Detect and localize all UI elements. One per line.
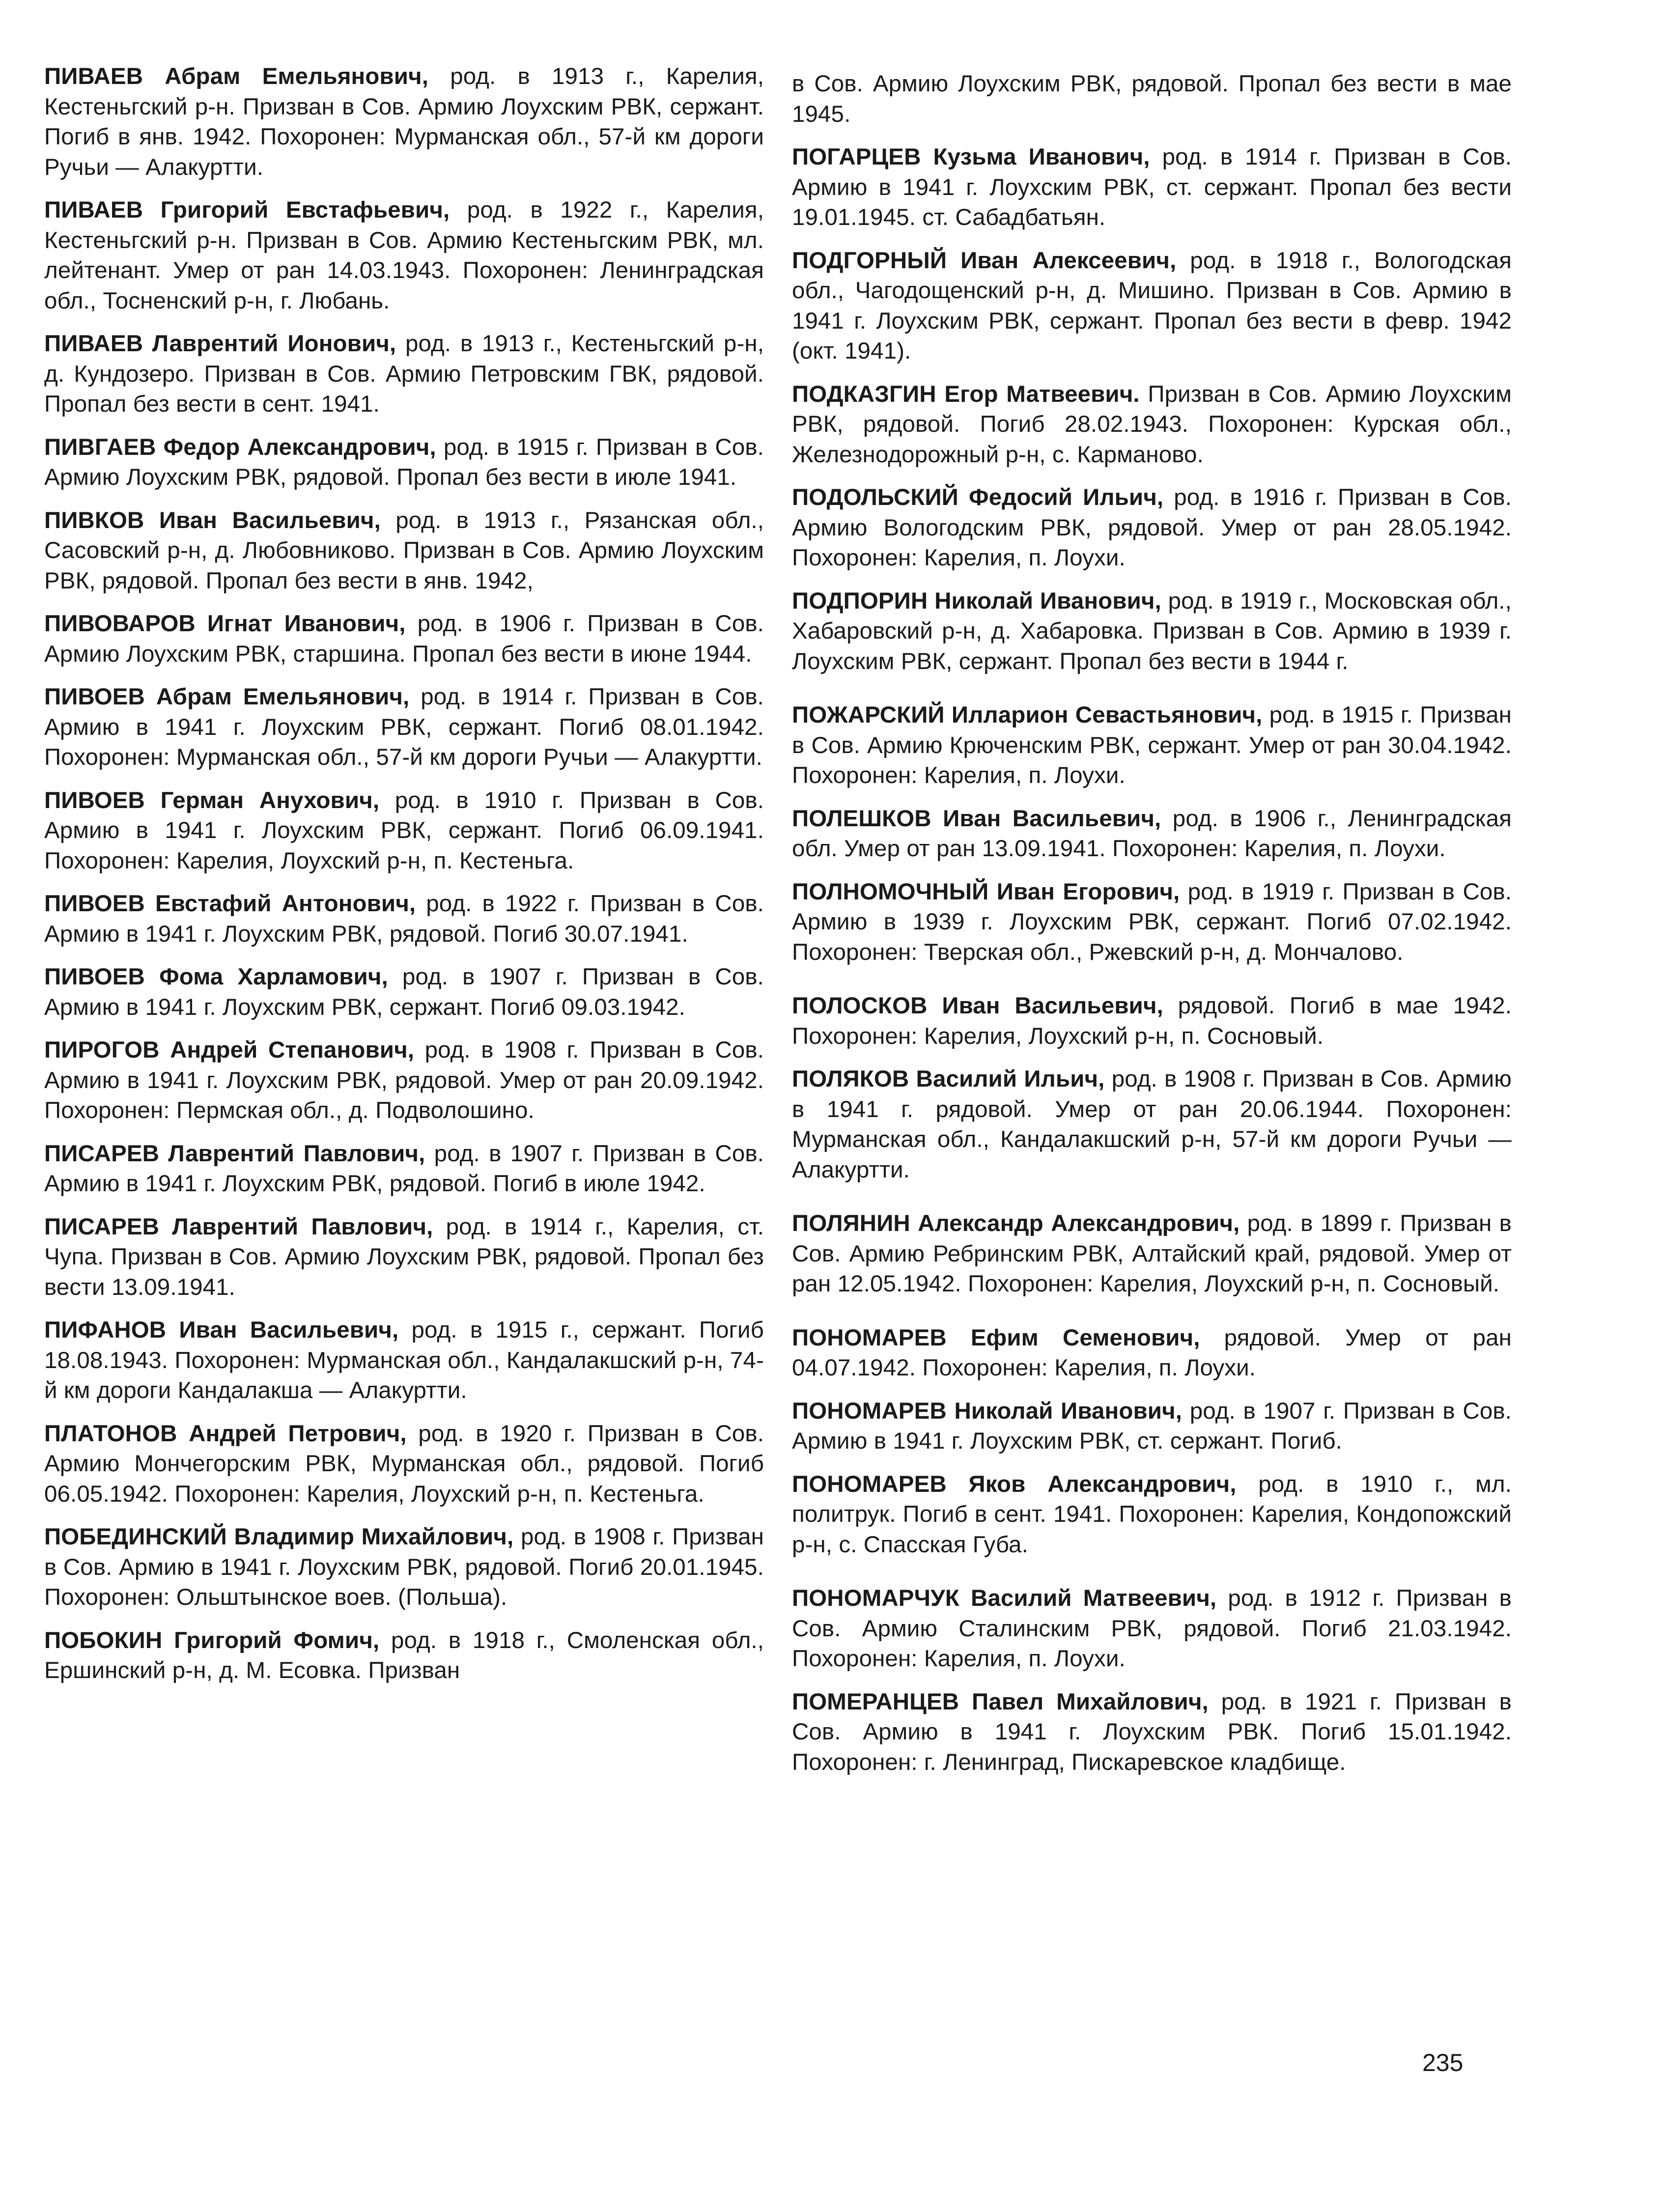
- entry-text: род. в 1915 г., сержант. Погиб 18.08.1943. Похоронен: Мурманская обл., Кандалакшский р-н, 74-й км дороги Кандалакша — Алакуртти.: [44, 1317, 764, 1403]
- entry-text: род. в 1918 г., Смоленская обл., Ершинский р-н, д. М. Есовка. Призван: [44, 1627, 764, 1683]
- entry-name: ПЛАТОНОВ Андрей Петрович,: [44, 1420, 407, 1447]
- entry-name: ПИВАЕВ Григорий Евстафьевич,: [44, 197, 450, 223]
- entry: [792, 991, 1512, 1051]
- entry-text: род. в 1922 г., Карелия, Кестеньгский р-н. Призван в Сов. Армию Кестеньгским РВК, мл. лейтенант. Умер от ран 14.03.1943. Похоронен: Ленинградская обл., Тосненский р-н, г. Любань.: [44, 197, 764, 314]
- entry: [792, 1396, 1512, 1456]
- entry-text: род. в 1914 г., Карелия, ст. Чупа. Призван в Сов. Армию Лоухским РВК, рядовой. Пропал без вести 13.09.1941.: [44, 1213, 764, 1300]
- entry-name: ПОБЕДИНСКИЙ Владимир Михайлович,: [44, 1524, 514, 1550]
- entry-name: ПОГАРЦЕВ Кузьма Иванович,: [792, 144, 1150, 170]
- entry: [792, 877, 1512, 968]
- entry: [792, 246, 1512, 366]
- entry-text: род. в 1921 г. Призван в Сов. Армию в 1941 г. Лоухским РВК. Погиб 15.01.1942. Похоронен: г. Ленинград, Пискаревское кладбище.: [792, 1688, 1512, 1775]
- entry-name: ПИВОЕВ Абрам Емельянович,: [44, 684, 410, 710]
- entry: [44, 1315, 764, 1406]
- entry: [792, 804, 1512, 864]
- right-column: [792, 69, 1512, 1790]
- entry-name: ПОНОМАРЧУК Василий Матвеевич,: [792, 1585, 1217, 1611]
- entry-name: ПОДПОРИН Николай Иванович,: [792, 588, 1161, 614]
- entry-name: ПИВОЕВ Евстафий Антонович,: [44, 891, 416, 917]
- entry-text: род. в 1908 г. Призван в Сов. Армию в 1941 г. Лоухским РВК, рядовой. Умер от ран 20.09.1942. Похоронен: Пермская обл., д. Подволошино.: [44, 1037, 764, 1123]
- entry-name: ПИВАЕВ Абрам Емельянович,: [44, 63, 428, 89]
- entry-text: род. в 1910 г., мл. политрук. Погиб в сент. 1941. Похоронен: Карелия, Кондопожский р-н, с. Спасская Губа.: [792, 1471, 1512, 1558]
- entry: [44, 1139, 764, 1199]
- entry: [792, 700, 1512, 791]
- entry-text: род. в 1908 г. Призван в Сов. Армию в 1941 г. рядовой. Умер от ран 20.06.1944. Похоронен: Мурманская обл., Кандалакшский р-н, 57-й км дороги Ручьи — Алакуртти.: [792, 1066, 1512, 1183]
- entry: [44, 889, 764, 949]
- entry-text: в Сов. Армию Лоухским РВК, рядовой. Пропал без вести в мае 1945.: [792, 71, 1512, 127]
- entry-text: род. в 1919 г., Московская обл., Хабаровский р-н, д. Хабаровка. Призван в Сов. Армию в 1939 г. Лоухским РВК, сержант. Пропал без вести в 1944 г.: [792, 588, 1512, 674]
- page-number: 235: [1422, 2049, 1464, 2076]
- entry-name: ПОЛНОМОЧНЫЙ Иван Егорович,: [792, 878, 1180, 905]
- entry-text: род. в 1914 г. Призван в Сов. Армию в 1941 г. Лоухским РВК, сержант. Погиб 08.01.1942. Похоронен: Мурманская обл., 57-й км дороги Ручьи — Алакуртти.: [44, 684, 764, 770]
- entry-name: ПОБОКИН Григорий Фомич,: [44, 1627, 380, 1653]
- entry: [792, 142, 1512, 233]
- entry: [792, 1323, 1512, 1383]
- left-column: [44, 61, 764, 1699]
- entry-name: ПОДГОРНЫЙ Иван Алексеевич,: [792, 247, 1177, 274]
- entry-text: род. в 1908 г. Призван в Сов. Армию в 1941 г. Лоухским РВК, рядовой. Погиб 20.01.1945. Похоронен: Ольштынское воев. (Польша).: [44, 1524, 764, 1610]
- entry-name: ПОЖАРСКИЙ Илларион Севастьянович,: [792, 702, 1263, 728]
- entry-text: род. в 1912 г. Призван в Сов. Армию Сталинским РВК, рядовой. Погиб 21.03.1942. Похоронен: Карелия, п. Лоухи.: [792, 1585, 1512, 1672]
- entry-name: ПОНОМАРЕВ Ефим Семенович,: [792, 1324, 1200, 1351]
- entry: [44, 432, 764, 493]
- entry-name: ПОДОЛЬСКИЙ Федосий Ильич,: [792, 484, 1164, 510]
- entry: [44, 1625, 764, 1686]
- entry-text: род. в 1906 г. Призван в Сов. Армию Лоухским РВК, старшина. Пропал без вести в июне 1944.: [44, 611, 764, 667]
- entry-name: ПИСАРЕВ Лаврентий Павлович,: [44, 1213, 433, 1240]
- entry-text: Призван в Сов. Армию Лоухским РВК, рядовой. Погиб 28.02.1943. Похоронен: Курская обл., Железнодорожный р-н, с. Карманово.: [792, 381, 1512, 468]
- entry-name: ПОНОМАРЕВ Николай Иванович,: [792, 1398, 1183, 1424]
- entry-text: род. в 1913 г., Рязанская обл., Сасовский р-н, д. Любовниково. Призван в Сов. Армию Лоухским РВК, рядовой. Пропал без вести в янв. 1942,: [44, 507, 764, 594]
- entry-text: род. в 1919 г. Призван в Сов. Армию в 1939 г. Лоухским РВК, сержант. Погиб 07.02.1942. Похоронен: Тверская обл., Ржевский р-н, д. Мончалово.: [792, 878, 1512, 965]
- entry-text: род. в 1913 г., Карелия, Кестеньгский р-н. Призван в Сов. Армию Лоухским РВК, сержант. Погиб в янв. 1942. Похоронен: Мурманская обл., 57-й км дороги Ручьи — Алакуртти.: [44, 63, 764, 180]
- entry-text: род. в 1920 г. Призван в Сов. Армию Мончегорским РВК, Мурманская обл., рядовой. Погиб 06.05.1942. Похоронен: Карелия, Лоухский р-н, п. Кестеньга.: [44, 1420, 764, 1507]
- entry-name: ПОЛЯКОВ Василий Ильич,: [792, 1066, 1105, 1092]
- entry: [792, 379, 1512, 470]
- entry-text: род. в 1915 г. Призван в Сов. Армию Лоухским РВК, рядовой. Пропал без вести в июле 1941.: [44, 434, 764, 490]
- entry-text: род. в 1906 г., Ленинградская обл. Умер от ран 13.09.1941. Похоронен: Карелия, п. Лоухи.: [792, 805, 1512, 862]
- entry: [792, 1064, 1512, 1185]
- entry-text: рядовой. Погиб в мае 1942. Похоронен: Карелия, Лоухский р-н, п. Сосновый.: [792, 993, 1512, 1049]
- entry-text: род. в 1918 г., Вологодская обл., Чагодощенский р-н, д. Мишино. Призван в Сов. Армию в 1941 г. Лоухским РВК, сержант. Пропал без вести в февр. 1942 (окт. 1941).: [792, 247, 1512, 364]
- entry: [44, 962, 764, 1022]
- entry-name: ПОДКАЗГИН Егор Матвеевич.: [792, 381, 1140, 407]
- entry-name: ПИВОЕВ Фома Харламович,: [44, 964, 388, 990]
- entry: [44, 785, 764, 876]
- entry: [44, 61, 764, 182]
- entry-text: род. в 1910 г. Призван в Сов. Армию в 1941 г. Лоухским РВК, сержант. Погиб 06.09.1941. Похоронен: Карелия, Лоухский р-н, п. Кестеньга.: [44, 787, 764, 874]
- entry: [792, 1208, 1512, 1299]
- entry: [44, 1419, 764, 1510]
- entry-text: род. в 1916 г. Призван в Сов. Армию Вологодским РВК, рядовой. Умер от ран 28.05.1942. Похоронен: Карелия, п. Лоухи.: [792, 484, 1512, 571]
- entry-text: род. в 1915 г. Призван в Сов. Армию Крюченским РВК, сержант. Умер от ран 30.04.1942. Похоронен: Карелия, п. Лоухи.: [792, 702, 1512, 788]
- entry: [44, 329, 764, 420]
- entry-text: род. в 1907 г. Призван в Сов. Армию в 1941 г. Лоухским РВК, сержант. Погиб 09.03.1942.: [44, 964, 764, 1020]
- entry-text: род. в 1913 г., Кестеньгский р-н, д. Кундозеро. Призван в Сов. Армию Петровским ГВК, рядовой. Пропал без вести в сент. 1941.: [44, 331, 764, 417]
- entry: [44, 195, 764, 316]
- entry-text: род. в 1907 г. Призван в Сов. Армию в 1941 г. Лоухским РВК, рядовой. Погиб в июле 1942.: [44, 1140, 764, 1197]
- entry-name: ПИРОГОВ Андрей Степанович,: [44, 1037, 415, 1063]
- entry-name: ПОЛОСКОВ Иван Васильевич,: [792, 993, 1163, 1019]
- entry-name: ПИВКОВ Иван Васильевич,: [44, 507, 381, 533]
- entry-name: ПИФАНОВ Иван Васильевич,: [44, 1317, 399, 1343]
- entry-name: ПИСАРЕВ Лаврентий Павлович,: [44, 1140, 425, 1167]
- entry: [792, 1469, 1512, 1560]
- entry-text: род. в 1899 г. Призван в Сов. Армию Ребринским РВК, Алтайский край, рядовой. Умер от ран 12.05.1942. Похоронен: Карелия, Лоухский р-н, п. Сосновый.: [792, 1210, 1512, 1297]
- entry-name: ПИВГАЕВ Федор Александрович,: [44, 434, 436, 460]
- entry-name: ПОЛЕШКОВ Иван Васильевич,: [792, 805, 1161, 832]
- entry: [792, 1687, 1512, 1778]
- entry: [44, 505, 764, 596]
- entry-name: ПИВОВАРОВ Игнат Иванович,: [44, 611, 406, 637]
- entry-name: ПОНОМАРЕВ Яков Александрович,: [792, 1471, 1237, 1497]
- entry: [44, 1035, 764, 1126]
- entry-name: ПОЛЯНИН Александр Александрович,: [792, 1210, 1240, 1236]
- entry-name: ПОМЕРАНЦЕВ Павел Михайлович,: [792, 1688, 1209, 1715]
- entry-text: род. в 1914 г. Призван в Сов. Армию в 1941 г. Лоухским РВК, ст. сержант. Пропал без вести 19.01.1945. ст. Сабадбатьян.: [792, 144, 1512, 230]
- entry: [44, 1522, 764, 1613]
- entry-name: ПИВАЕВ Лаврентий Ионович,: [44, 331, 396, 357]
- entry: [44, 609, 764, 669]
- entry-text: рядовой. Умер от ран 04.07.1942. Похоронен: Карелия, п. Лоухи.: [792, 1324, 1512, 1381]
- entry-text: род. в 1907 г. Призван в Сов. Армию в 1941 г. Лоухским РВК, ст. сержант. Погиб.: [792, 1398, 1512, 1454]
- entry: [44, 1212, 764, 1303]
- entry: [44, 682, 764, 773]
- entry-text: род. в 1922 г. Призван в Сов. Армию в 1941 г. Лоухским РВК, рядовой. Погиб 30.07.1941.: [44, 891, 764, 947]
- entry-name: ПИВОЕВ Герман Анухович,: [44, 787, 380, 813]
- entry: [792, 1583, 1512, 1674]
- entry: [792, 482, 1512, 573]
- entry: [792, 586, 1512, 677]
- entry-continuation: [792, 69, 1512, 129]
